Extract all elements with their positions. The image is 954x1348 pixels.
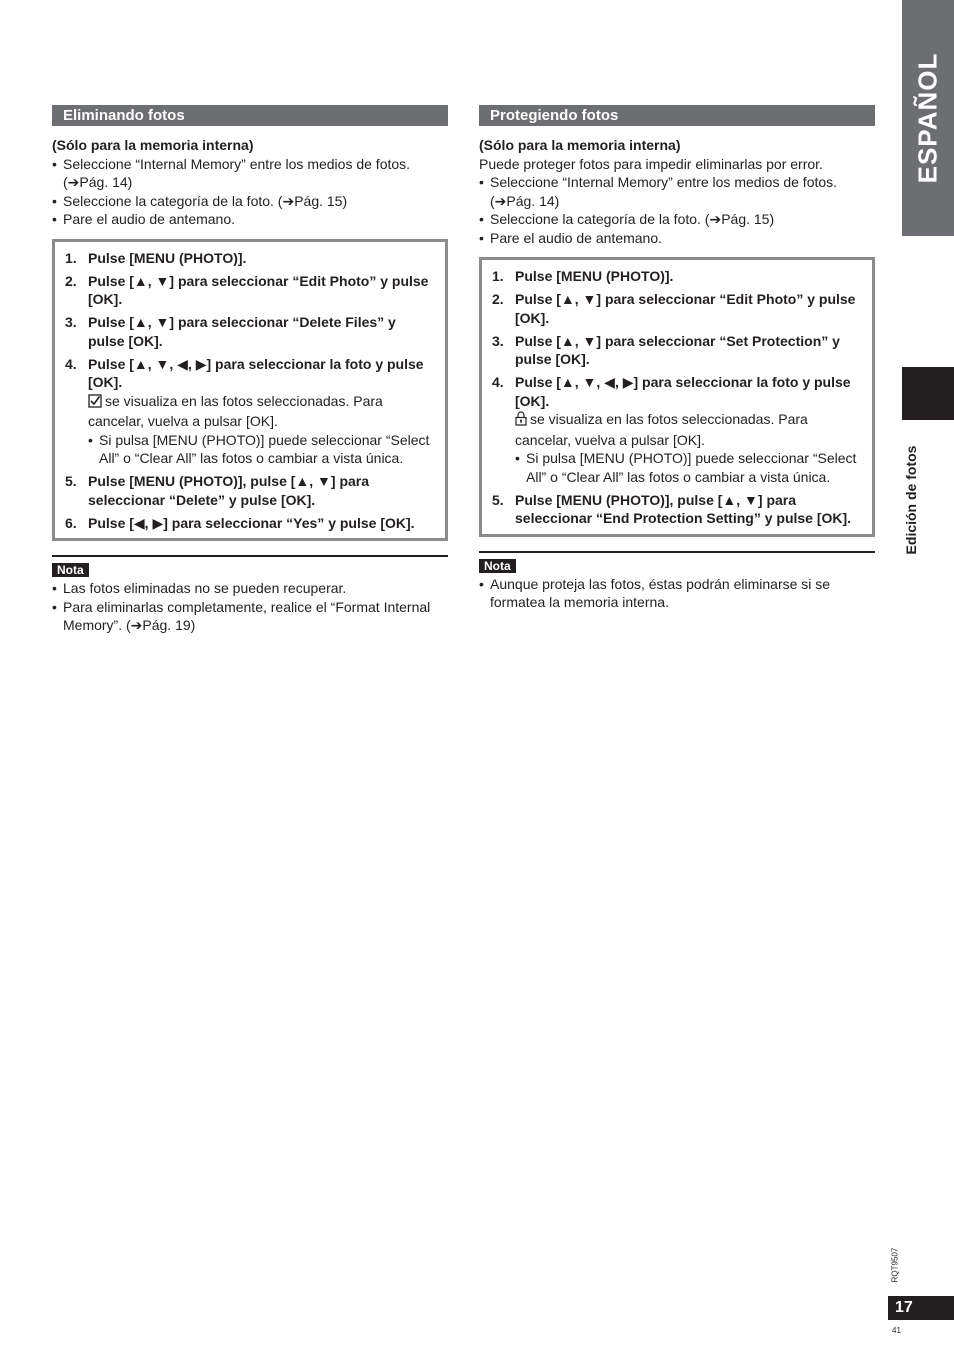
step-number: 2.	[65, 272, 77, 289]
step-sub-list	[88, 431, 435, 468]
step-item	[492, 332, 862, 369]
step-text: Pulse [◀, ▶] para seleccionar “Yes” y pulse [OK].	[88, 514, 415, 531]
step-number: 5.	[65, 473, 77, 489]
step-item	[492, 290, 862, 327]
step-number: 6.	[65, 514, 77, 531]
step-number: 5.	[492, 491, 504, 508]
step-text: Pulse [MENU (PHOTO)], pulse [▲, ▼] para seleccionar “Delete” y pulse [OK].	[88, 473, 370, 508]
step-number: 4.	[65, 355, 77, 372]
section-deleting-photos	[52, 105, 448, 635]
step-text: Pulse [▲, ▼] para seleccionar “Set Protection” y pulse [OK].	[515, 332, 840, 367]
step-number: 1.	[492, 268, 504, 284]
step-item	[65, 514, 435, 533]
internal-memory-only-note: (Sólo para la memoria interna)	[479, 137, 681, 153]
list-item: • Aunque proteja las fotos, éstas podrán eliminarse si se formatea la memoria interna.	[479, 575, 875, 612]
step-text: Pulse [▲, ▼, ◀, ▶] para seleccionar la foto y pulse [OK].	[88, 355, 424, 390]
step-item	[65, 472, 435, 509]
language-tab	[902, 0, 954, 236]
step-text: Pulse [▲, ▼] para seleccionar “Delete Files” y pulse [OK].	[88, 314, 396, 349]
section-title: Protegiendo fotos	[479, 105, 875, 126]
note-badge: Nota	[479, 559, 516, 573]
list-item: • Seleccione “Internal Memory” entre los medios de fotos. (➔Pág. 14)	[479, 173, 875, 210]
step-item	[65, 249, 435, 268]
list-item: • Las fotos eliminadas no se pueden recuperar.	[52, 579, 448, 598]
step-text: Pulse [MENU (PHOTO)], pulse [▲, ▼] para seleccionar “End Protection Setting” y pulse [OK].	[515, 491, 852, 526]
note-list	[479, 575, 875, 612]
step-text: Pulse [▲, ▼] para seleccionar “Edit Photo” y pulse [OK].	[515, 291, 856, 326]
list-item: • Pare el audio de antemano.	[52, 210, 448, 229]
page-number: 17	[895, 1299, 913, 1316]
sub-page-number: 41	[892, 1326, 901, 1335]
step-number: 3.	[492, 332, 504, 349]
step-number: 2.	[492, 291, 504, 307]
step-number: 1.	[65, 249, 77, 266]
prerequisite-list	[479, 173, 875, 247]
step-number: 3.	[65, 314, 77, 330]
list-item: • Para eliminarlas completamente, realice el “Format Internal Memory”. (➔Pág. 19)	[52, 598, 448, 635]
lock-icon	[515, 411, 527, 431]
steps-box	[479, 257, 875, 537]
section-title: Eliminando fotos	[52, 105, 448, 126]
note-divider	[479, 551, 875, 553]
step-number: 4.	[492, 374, 504, 390]
steps-list	[492, 267, 862, 528]
language-tab-label: ESPAÑOL	[912, 52, 943, 184]
step-text: Pulse [▲, ▼, ◀, ▶] para seleccionar la foto y pulse [OK].	[515, 374, 851, 409]
step-detail	[88, 392, 435, 431]
step-text: Pulse [MENU (PHOTO)].	[515, 268, 674, 284]
step-item	[492, 491, 862, 528]
page-number-box	[888, 1296, 954, 1320]
step-item	[492, 373, 862, 486]
list-item: • Seleccione la categoría de la foto. (➔Pág. 15)	[52, 192, 448, 211]
step-sub-list	[515, 449, 862, 486]
steps-box	[52, 239, 448, 542]
step-text: Pulse [MENU (PHOTO)].	[88, 249, 247, 266]
checkbox-icon	[88, 394, 102, 413]
list-item: • Si pulsa [MENU (PHOTO)] puede seleccionar “Select All” o “Clear All” las fotos o cambiar a vista única.	[88, 431, 435, 468]
section-tab-label: Edición de fotos	[903, 445, 919, 555]
prerequisite-list	[52, 155, 448, 229]
step-text: Pulse [▲, ▼] para seleccionar “Edit Photo” y pulse [OK].	[88, 272, 429, 307]
steps-list	[65, 249, 435, 533]
list-item: • Seleccione la categoría de la foto. (➔Pág. 15)	[479, 210, 875, 229]
section-tab-marker	[902, 367, 954, 420]
intro-text: Puede proteger fotos para impedir eliminarlas por error.	[479, 155, 823, 172]
step-item	[492, 267, 862, 286]
step-item	[65, 313, 435, 350]
note-divider	[52, 555, 448, 557]
note-badge: Nota	[52, 563, 89, 577]
step-detail-text: se visualiza en las fotos seleccionadas. Para cancelar, vuelva a pulsar [OK].	[88, 392, 383, 429]
list-item: • Pare el audio de antemano.	[479, 229, 875, 248]
step-item	[65, 272, 435, 309]
document-code: RQT9507	[890, 1247, 900, 1283]
note-list	[52, 579, 448, 635]
list-item: • Seleccione “Internal Memory” entre los medios de fotos. (➔Pág. 14)	[52, 155, 448, 192]
internal-memory-only-note: (Sólo para la memoria interna)	[52, 137, 254, 153]
list-item: • Si pulsa [MENU (PHOTO)] puede seleccionar “Select All” o “Clear All” las fotos o cambiar a vista única.	[515, 449, 862, 486]
step-detail	[515, 410, 862, 449]
step-item	[65, 355, 435, 468]
section-protecting-photos	[479, 105, 875, 612]
step-detail-text: se visualiza en las fotos seleccionadas. Para cancelar, vuelva a pulsar [OK].	[515, 411, 808, 448]
